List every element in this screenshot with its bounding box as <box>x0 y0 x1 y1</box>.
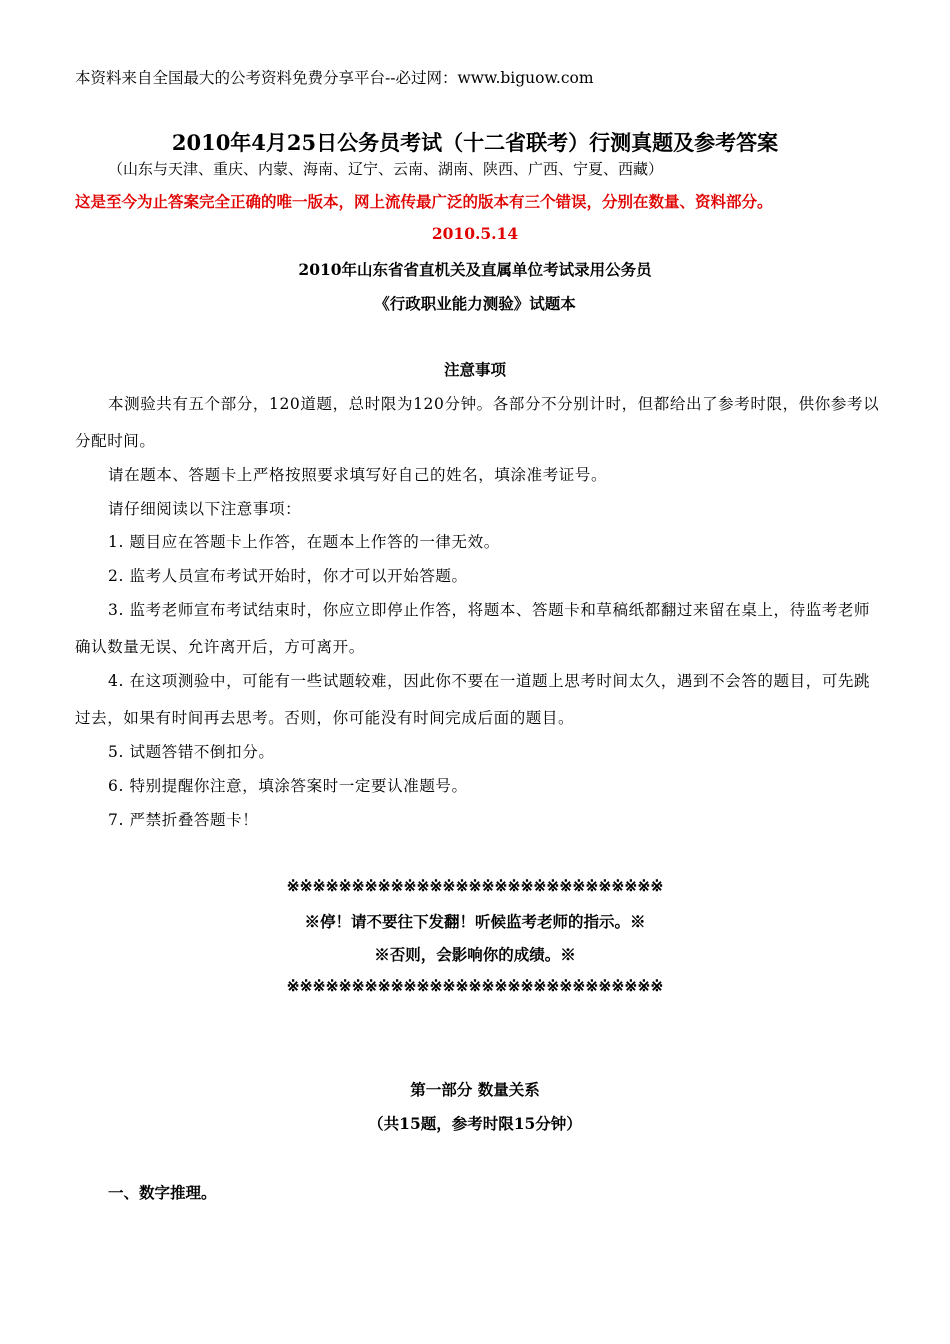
stars-divider-bottom: ※※※※※※※※※※※※※※※※※※※※※※※※※※※※※ <box>286 976 664 995</box>
notice-item-4-line1: 4. 在这项测验中，可能有一些试题较难，因此你不要在一道题上思考时间太久，遇到不会答的题目，可先跳 <box>108 672 871 690</box>
document-title: 2010年4月25日公务员考试（十二省联考）行测真题及参考答案 <box>171 130 779 155</box>
intro-paragraph-line2: 分配时间。 <box>75 432 156 450</box>
notice-item-6: 6. 特别提醒你注意，填涂答案时一定要认准题号。 <box>108 777 468 795</box>
stop-warning: ※停！请不要往下发翻！听候监考老师的指示。※ <box>304 912 646 931</box>
exam-name: 2010年山东省省直机关及直属单位考试录用公务员 <box>298 260 652 279</box>
part-subtitle: （共15题，参考时限15分钟） <box>368 1114 582 1133</box>
notice-item-2: 2. 监考人员宣布考试开始时，你才可以开始答题。 <box>108 567 468 585</box>
provinces-subtitle: （山东与天津、重庆、内蒙、海南、辽宁、云南、湖南、陕西、广西、宁夏、西藏） <box>108 160 664 178</box>
read-notice-instruction: 请仔细阅读以下注意事项： <box>108 500 302 518</box>
notice-item-5: 5. 试题答错不倒扣分。 <box>108 743 275 761</box>
notice-item-3-line1: 3. 监考老师宣布考试结束时，你应立即停止作答，将题本、答题卡和草稿纸都翻过来留在桌上，待监考老师 <box>108 601 871 619</box>
publish-date: 2010.5.14 <box>431 224 519 243</box>
notice-item-4-line2: 过去，如果有时间再去思考。否则，你可能没有时间完成后面的题目。 <box>75 709 575 727</box>
notice-item-7: 7. 严禁折叠答题卡！ <box>108 811 259 829</box>
booklet-name: 《行政职业能力测验》试题本 <box>374 294 576 313</box>
notice-title: 注意事项 <box>443 360 506 379</box>
notice-item-1: 1. 题目应在答题卡上作答，在题本上作答的一律无效。 <box>108 533 500 551</box>
fill-instruction: 请在题本、答题卡上严格按照要求填写好自己的姓名，填涂准考证号。 <box>108 466 608 484</box>
part-title: 第一部分 数量关系 <box>410 1080 540 1099</box>
intro-paragraph-line1: 本测验共有五个部分，120道题，总时限为120分钟。各部分不分别计时，但都给出了参考时限，供你参考以 <box>108 395 880 413</box>
source-header: 本资料来自全国最大的公考资料免费分享平台--必过网：www.biguow.com <box>75 69 594 87</box>
correction-notice: 这是至今为止答案完全正确的唯一版本，网上流传最广泛的版本有三个错误，分别在数量、资料部分。 <box>75 192 773 211</box>
stars-divider-top: ※※※※※※※※※※※※※※※※※※※※※※※※※※※※※ <box>286 876 664 895</box>
score-warning: ※否则，会影响你的成绩。※ <box>374 945 576 964</box>
section-heading: 一、数字推理。 <box>108 1183 217 1202</box>
notice-item-3-line2: 确认数量无误、允许离开后，方可离开。 <box>75 638 365 656</box>
